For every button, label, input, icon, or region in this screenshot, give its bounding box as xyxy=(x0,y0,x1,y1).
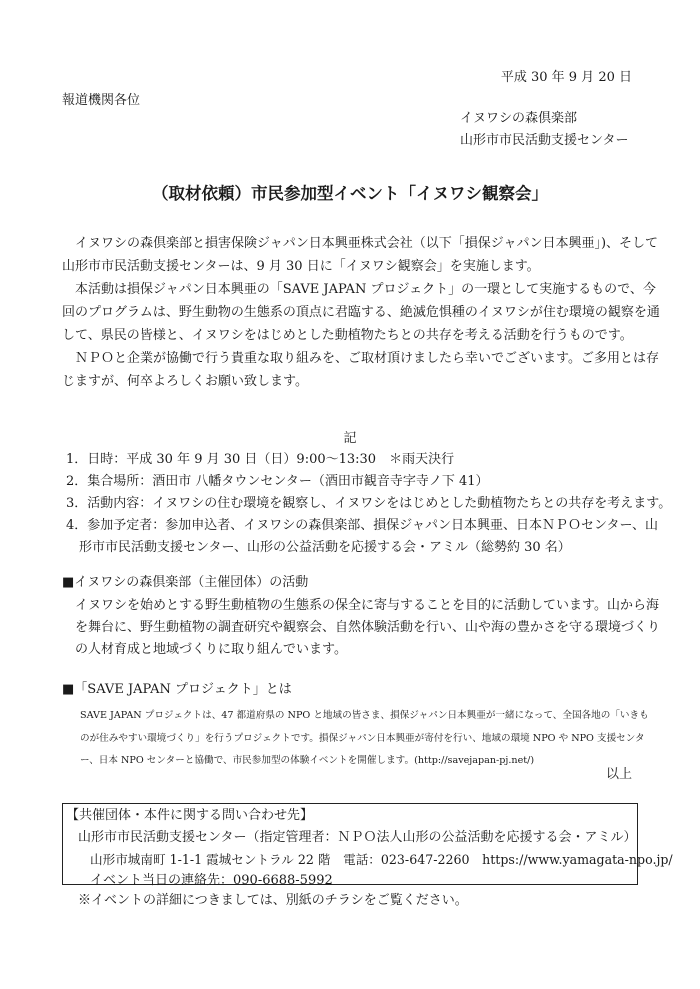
item: 1．日時：平成 30 年 9 月 30 日（日）9:00～13:30 ＊雨天決行 xyxy=(66,452,455,467)
closing: 以上 xyxy=(605,767,632,782)
date: 平成 30 年 9 月 20 日 xyxy=(500,70,632,85)
savejapan-heading: ■「SAVE JAPAN プロジェクト」とは xyxy=(62,682,292,697)
body-line: 本活動は損保ジャパン日本興亜の「SAVE JAPAN プロジェクト」の一環として実施するもので、今 xyxy=(62,282,656,297)
contact-event: イベント当日の連絡先：090-6688-5992 xyxy=(90,873,333,888)
savejapan-line: ー、日本 NPO センターと協働で、市民参加型の体験イベントを開催します。(http://savejapan-pj.net/) xyxy=(80,755,535,766)
recipient: 報道機関各位 xyxy=(62,93,141,108)
body-line: じますが、何卒よろしくお願い致します。 xyxy=(62,374,308,389)
item: 形市市民活動支援センター、山形の公益活動を応援する会・アミル（総勢約 30 名） xyxy=(66,540,571,555)
body-line: ＮＰＯと企業が協働で行う貴重な取り組みを、ご取材頂けましたら幸いでございます。ご多用とは存 xyxy=(62,351,659,366)
page-title: （取材依頼）市民参加型イベント「イヌワシ観察会」 xyxy=(152,184,548,203)
ki-heading: 記 xyxy=(343,431,357,446)
item: 2．集合場所：酒田市 八幡タウンセンター（酒田市観音寺字寺ノ下 41） xyxy=(66,474,489,489)
body-line: イヌワシの森倶楽部と損害保険ジャパン日本興亜株式会社（以下「損保ジャパン日本興亜」)、そして xyxy=(62,236,659,251)
contact-heading: 【共催団体・本件に関する問い合わせ先】 xyxy=(66,808,314,823)
club-line: の人材育成と地域づくりに取り組んでいます。 xyxy=(62,642,347,657)
savejapan-line: SAVE JAPAN プロジェクトは、47 都道府県の NPO と地域の皆さま、損保ジャパン日本興亜が一緒になって、全国各地の「いきも xyxy=(80,710,649,721)
club-heading: ■イヌワシの森倶楽部（主催団体）の活動 xyxy=(62,575,309,590)
savejapan-line: のが住みやすい環境づくり」を行うプロジェクトです。損保ジャパン日本興亜が寄付を行い、地域の環境 NPO や NPO 支援センタ xyxy=(80,733,645,744)
contact-address: 山形市城南町 1-1-1 霞城セントラル 22 階 電話：023-647-2260 https://www.yamagata-npo.jp/ xyxy=(90,852,673,867)
club-line: を舞台に、野生動植物の調査研究や観察会、自然体験活動を行い、山や海の豊かさを守る環境づくり xyxy=(62,620,661,635)
contact-org: 山形市市民活動支援センター（指定管理者：ＮＰＯ法人山形の公益活動を応援する会・アミル） xyxy=(78,830,637,845)
sender-1: イヌワシの森倶楽部 xyxy=(460,111,578,126)
club-line: イヌワシを始めとする野生動植物の生態系の保全に寄与することを目的に活動しています。山から海 xyxy=(62,598,659,613)
body-line: 山形市市民活動支援センターは、9 月 30 日に「イヌワシ観察会」を実施します。 xyxy=(62,259,540,274)
footnote: ※イベントの詳細につきましては、別紙のチラシをご覧ください。 xyxy=(78,893,468,908)
item: 3．活動内容：イヌワシの住む環境を観察し、イヌワシをはじめとした動植物たちとの共存を考えます。 xyxy=(66,496,672,511)
body-line: 回のプログラムは、野生動物の生態系の頂点に君臨する、絶滅危惧種のイヌワシが住む環境の観察を通 xyxy=(62,305,660,320)
body-line: して、県民の皆様と、イヌワシをはじめとした動植物たちとの共存を考える活動を行うものです。 xyxy=(62,328,633,343)
item: 4．参加予定者：参加申込者、イヌワシの森倶楽部、損保ジャパン日本興亜、日本ＮＰＯセンター、山 xyxy=(66,518,658,533)
sender-2: 山形市市民活動支援センター xyxy=(460,133,629,148)
